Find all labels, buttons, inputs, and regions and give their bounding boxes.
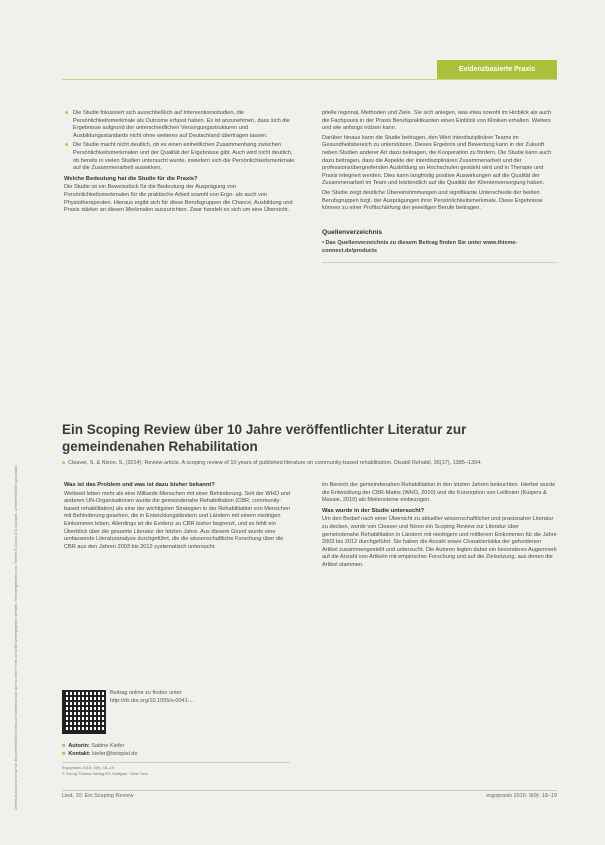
paragraph: Die Studie zeigt deutliche Übereinstimmungen und signifikante Unterschiede der beiden Berufsgruppen bzgl. der Ausprägungen ihrer Persönlichkeitsmerkmale. Diese Ergebnisse können zu einer Profilschärfung der jeweiligen Berufe beitragen. — [322, 189, 543, 212]
paragraph: Die Studie ist ein Beweisstück für die Bedeutung der Ausprägung von Persönlichkeitsmerkmalen für die praktische Arbeit sowohl von Ergo- als auch von Physiotherapeuten. Hieraus ergibt sich für diese Berufsgruppen die Chance, Ausbildung und Praxis stärker an diesen Merkmalen auszurichten. Zwar handelt es sich um eine Übersicht. — [64, 184, 293, 214]
footer-right: ergopraxis 2016; 9(9): 18–19 — [486, 793, 557, 799]
bottom-right-column — [322, 482, 557, 572]
author-name: Sabine Kiefer — [91, 743, 125, 749]
paragraph: pitelle regional, Methoden und Ziele. Sie sich anlegen, was etwa sowohl im Hinblick als auch die Fachpraxis in der Praxis Berufspraktikanten einen Einblick von Kliniken erhalten. Weiters und wie anfangs nützen kann. — [322, 110, 552, 132]
author-label: Autorin: — [68, 743, 90, 749]
side-copyright-text: Dieses Dokument ist nur für den persönlichen Gebrauch bestimmt und darf in keiner Form an Dritte weitergegeben werden. Heruntergeladen von: Thieme E-Books & E-Journals. Urheberrechtlich geschützt. — [14, 465, 18, 810]
qr-link[interactable]: http://dx.doi.org/10.1055/s-0041-... — [110, 697, 195, 704]
publication-info — [62, 762, 290, 777]
qr-caption — [110, 690, 290, 705]
contact-line: ■ Kontakt: kiefer@beispiel.de — [62, 751, 138, 757]
contact-email[interactable]: kiefer@beispiel.de — [92, 751, 138, 757]
top-left-column — [64, 110, 296, 217]
paragraph: im Bereich der gemeindenahen Rehabilitation in den letzten Jahren beleuchten. Hierbei wurde die Entwicklung der CBR-Matrix (WHO, 2010) und die Konzeption von Leitlinien (Kuipers & Massie, 2010) als Meilensteine einbezogen. — [322, 482, 556, 504]
header-rule — [62, 79, 557, 80]
list-item: ■ Die Studie macht nicht deutlich, ob es einen einheitlichen Zusammenhang zwischen Persönlichkeitsmerkmalen und der Qualität der Ergebnisse gibt. Auch wird nicht deutlich, ob bereits in vielen Studien untersucht wurde, inwiefern sich die Persönlichkeitsmerkmale auf die Zusammenarbeit auswirken. — [73, 142, 296, 172]
sources-link[interactable]: • Das Quellenverzeichnis zu diesem Beitrag finden Sie unter www.thieme-connect.de/products — [322, 240, 518, 254]
bottom-left-column — [64, 482, 292, 553]
qr-caption-line: Beitrag online zu finden unter — [110, 690, 182, 696]
footer-left: Lied, 10: Ein Scoping Review — [62, 793, 134, 799]
copyright-line: © Georg Thieme Verlag KG Stuttgart · New York — [62, 771, 148, 776]
sources-title: Quellenverzeichnis — [322, 228, 383, 236]
contact-label: Kontakt: — [68, 751, 91, 757]
section-heading: Welche Bedeutung hat die Studie für die Praxis? — [64, 175, 198, 182]
qr-code-icon[interactable] — [62, 690, 106, 734]
article-citation: ■ Cleaver, S. & Nixon, S. (2014): Review article. A scoping review of 10 years of published literature on community-based rehabilitation. Disabil Rehabil, 36(17), 1385–1394. — [62, 460, 562, 468]
paragraph: Darüber hinaus kann die Studie beitragen, den Wert interdisziplinärer Teams im Gesundheitsbereich zu unterstützen. Dieses Ergebnis und Bewertung kann in der Zukunft neben Studien anderer Art dazu beitragen, die Kooperation zu fördern. Die Studie kann auch dazu beitragen, dass die Aspekte der interdisziplinären Zusammenarbeit und der professionsübergreifenden Ausbildung an Hochschulen gestärkt wird und in Therapie und Praxis integriert werden. Dies kann langfristig positive Auswirkungen auf die Qualität der Zusammenarbeit im Team und letztendlich auf die Qualität der Klientenversorgung haben. — [322, 134, 552, 187]
divider — [322, 262, 557, 263]
author-line: ■ Autorin: Sabine Kiefer — [62, 743, 125, 749]
publication-line: Ergopraxis 2016; 9(9): 18–19 — [62, 765, 114, 770]
author-meta — [62, 742, 290, 758]
section-label: Evidenzbasierte Praxis — [437, 60, 557, 79]
section-heading: Was wurde in der Studie untersucht? — [322, 507, 425, 514]
list-item: ■ Die Studie fokussiert sich ausschließlich auf Interventionsstudien, die Persönlichkeitsmerkmale als Outcome erfasst haben. Es ist anzunehmen, dass sich die Ergebnisse aufgrund der unterschiedlichen Versorgungsstrukturen und Ausbildungsstandards nicht ohne weiteres auf Deutschland übertragen lassen. — [73, 110, 296, 140]
section-heading: Was ist das Problem und was ist dazu bisher bekannt? — [64, 482, 215, 488]
top-right-column — [322, 110, 557, 263]
paragraph: Weltweit leben mehr als eine Milliarde Menschen mit einer Behinderung. Seit der WHO und anderen UN-Organisationen wurde die gemeindenahe Rehabilitation (CBR, community-based rehabilitation) als eine der wichtigsten Strategien in der Rehabilitation von Menschen mit Behinderung gesehen, die in Entwicklungsländern und Ländern mit einem niedrigen Einkommen leben. Allerdings ist die Evidenz zu CBR bisher begrenzt, und es fehlt ein Überblick über die gesamte Literatur der letzten Jahre. Aus diesem Grund wurde eine umfassende Literaturanalyse durchgeführt, die die wissenschaftliche Forschung über die CBR aus den Jahren 2003 bis 2012 systematisch untersucht. — [64, 490, 291, 550]
article-title: Ein Scoping Review über 10 Jahre veröffentlichter Literatur zur gemeindenahen Rehabilitation — [62, 422, 467, 454]
bullet-list — [64, 110, 296, 173]
footer-rule — [62, 790, 557, 791]
paragraph: Um den Bedarf nach einer Übersicht zu aktueller wissenschaftlicher und praxisnaher Literatur zu decken, wurde von Cleaver und Nixon ein Scoping Review zur Literatur über gemeindenahe Rehabilitation in Ländern mit niedrigem und mittlerem Einkommen für die Jahre 2003 bis 2012 durchgeführt. Sie haben die Anzahl sowie Charakteristika der gefundenen Artikel zusammengestellt und untersucht. Die Autoren legten dabei ein besonderes Augenmerk auf die Anzahl von Artikeln mit empirischer Forschung und auf die Zielsetzung, aus denen die Artikel stammen. — [322, 516, 557, 568]
